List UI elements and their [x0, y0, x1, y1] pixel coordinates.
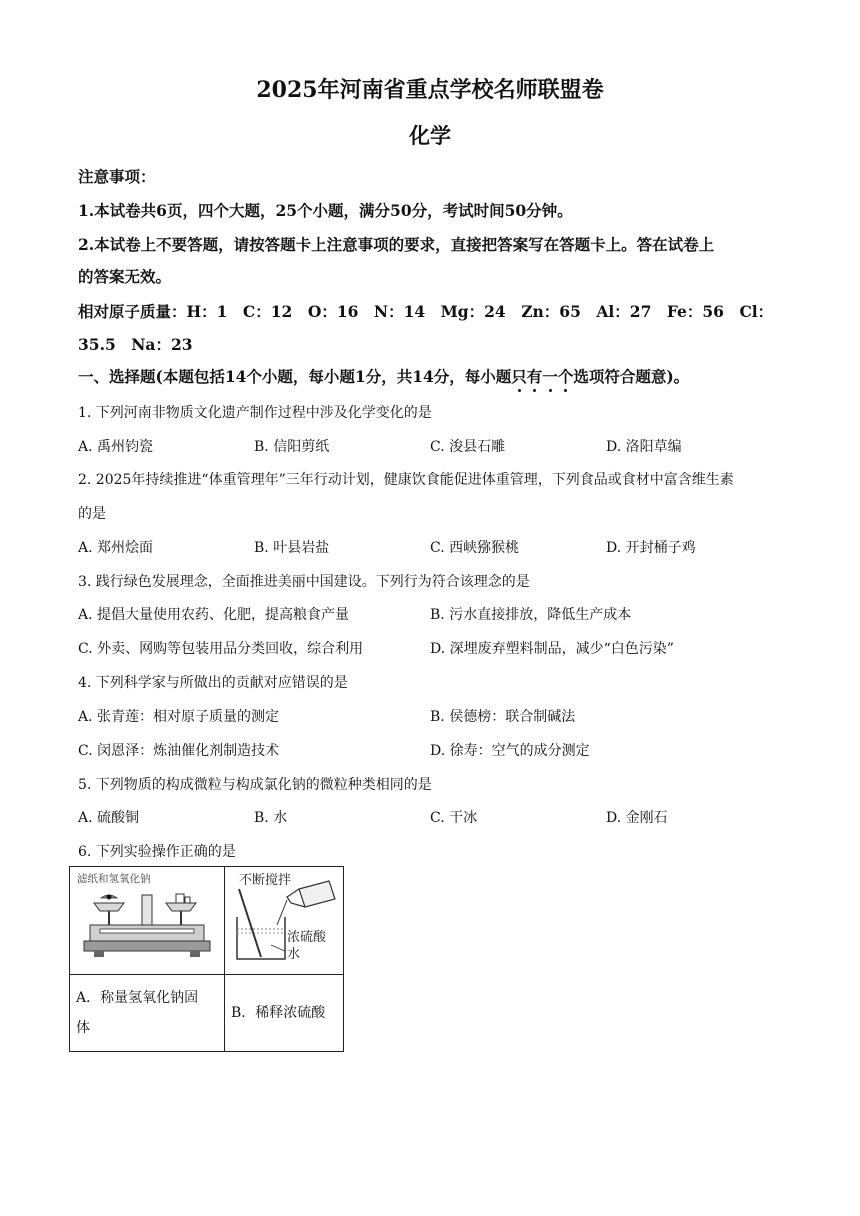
question-6-stem: 6. 下列实验操作正确的是 — [78, 844, 236, 860]
figure-a-cell — [70, 867, 225, 975]
figure-b-cell — [225, 867, 344, 975]
question-5-stem: 5. 下列物质的构成微粒与构成氯化钠的微粒种类相同的是 — [78, 777, 432, 793]
exam-title: 2025年河南省重点学校名师联盟卷 — [256, 77, 604, 103]
figure-b-caption-text: B．稀释浓硫酸 — [231, 1005, 326, 1021]
dilution-illustration — [225, 867, 343, 970]
q5-option-b: B. 水 — [254, 810, 288, 826]
q6-figure-table — [69, 866, 344, 1052]
question-3-stem: 3. 践行绿色发展理念，全面推进美丽中国建设。下列行为符合该理念的是 — [78, 574, 530, 590]
q1-option-c: C. 浚县石雕 — [430, 439, 506, 455]
q4-option-c: C. 闵恩泽：炼油催化剂制造技术 — [78, 743, 280, 759]
q1-option-b: B. 信阳剪纸 — [254, 439, 330, 455]
emphasis-char: 一 — [542, 367, 558, 386]
emphasis-char: 有 — [526, 367, 543, 386]
exam-subject: 化学 — [409, 123, 451, 148]
notice-item-2-line-1: 2.本试卷上不要答题，请按答题卡上注意事项的要求，直接把答案写在答题卡上。答在试卷上 — [78, 235, 715, 254]
q1-option-a: A. 禹州钧瓷 — [78, 439, 154, 455]
figure-b-caption — [225, 975, 344, 1052]
section-1-heading — [78, 365, 689, 387]
q5-option-c: C. 干冰 — [430, 810, 478, 826]
figure-a-caption-line-1: A．称量氢氧化钠固 — [76, 990, 199, 1006]
figure-b-label-water: 水 — [287, 947, 301, 962]
figure-b-label-stir: 不断搅拌 — [239, 873, 292, 888]
section-heading-post: 选项符合题意)。 — [573, 367, 690, 386]
notice-item-1: 1.本试卷共6页，四个大题，25个小题，满分50分，考试时间50分钟。 — [78, 201, 573, 220]
figure-b-label-acid: 浓硫酸 — [287, 930, 327, 945]
q5-option-a: A. 硫酸铜 — [78, 810, 140, 826]
section-heading-pre: 一、选择题(本题包括14个小题，每小题1分，共14分，每小题 — [78, 367, 512, 386]
emphasis-char: 个 — [557, 367, 574, 386]
q4-option-b: B. 侯德榜：联合制碱法 — [430, 709, 576, 725]
q2-option-b: B. 叶县岩盐 — [254, 540, 330, 556]
notice-heading: 注意事项： — [78, 167, 156, 186]
question-1-stem: 1. 下列河南非物质文化遗产制作过程中涉及化学变化的是 — [78, 405, 432, 421]
q2-option-c: C. 西峡猕猴桃 — [430, 540, 520, 556]
figure-a-caption-line-2: 体 — [76, 1020, 90, 1036]
atomic-mass-line-1: 相对原子质量：H：1 C：12 O：16 N：14 Mg：24 Zn：65 Al：27 Fe：56 Cl： — [78, 302, 774, 321]
question-2-stem-line-2: 的是 — [78, 506, 106, 522]
q4-option-d: D. 徐寿：空气的成分测定 — [430, 743, 590, 759]
q4-option-a: A. 张青莲：相对原子质量的测定 — [78, 709, 280, 725]
question-4-stem: 4. 下列科学家与所做出的贡献对应错误的是 — [78, 675, 348, 691]
q5-option-d: D. 金刚石 — [606, 810, 668, 826]
q3-option-a: A. 提倡大量使用农药、化肥，提高粮食产量 — [78, 607, 350, 623]
figure-a-label: 滤纸和氢氧化钠 — [77, 873, 151, 885]
balance-illustration — [70, 867, 224, 970]
q2-option-d: D. 开封桶子鸡 — [606, 540, 696, 556]
q3-option-d: D. 深埋废弃塑料制品，减少“白色污染” — [430, 641, 674, 657]
q1-option-d: D. 洛阳草编 — [606, 439, 682, 455]
emphasis-char: 只 — [511, 367, 527, 386]
atomic-mass-line-2: 35.5 Na：23 — [78, 335, 193, 354]
q3-option-c: C. 外卖、网购等包装用品分类回收，综合利用 — [78, 641, 364, 657]
figure-a-caption — [70, 975, 225, 1052]
q2-option-a: A. 郑州烩面 — [78, 540, 154, 556]
question-2-stem-line-1: 2. 2025年持续推进“体重管理年”三年行动计划，健康饮食能促进体重管理，下列食品或食材中富含维生素 — [78, 472, 734, 488]
q3-option-b: B. 污水直接排放，降低生产成本 — [430, 607, 632, 623]
notice-item-2-line-2: 的答案无效。 — [78, 267, 172, 286]
